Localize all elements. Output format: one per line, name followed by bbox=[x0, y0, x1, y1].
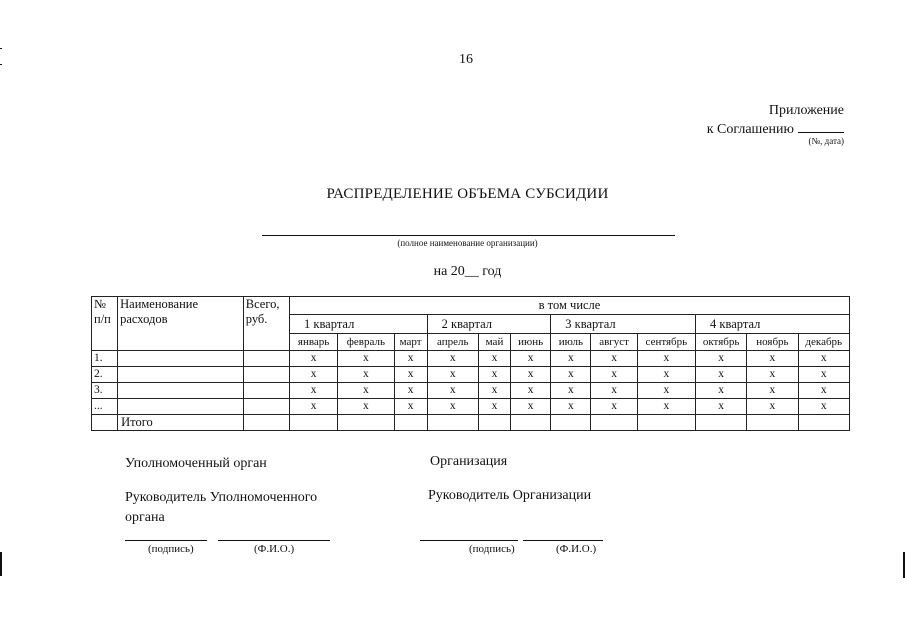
month-value-cell: x bbox=[798, 351, 849, 367]
month-value-cell: x bbox=[696, 399, 747, 415]
right-signature-caption: (подпись) bbox=[469, 543, 515, 555]
total-cell bbox=[243, 399, 289, 415]
agreement-caption: (№, дата) bbox=[808, 136, 844, 146]
quarter-1-header: 1 квартал bbox=[290, 315, 428, 334]
month-header: июль bbox=[551, 334, 591, 351]
col-number-header: № п/п bbox=[92, 297, 118, 351]
month-value-cell: x bbox=[478, 367, 510, 383]
month-value-cell: x bbox=[696, 351, 747, 367]
table-row bbox=[92, 383, 850, 399]
month-value-cell: x bbox=[290, 367, 338, 383]
month-value-cell: x bbox=[637, 367, 695, 383]
table-row bbox=[92, 367, 850, 383]
agreement-label: к Соглашению bbox=[706, 122, 794, 137]
document-title: РАСПРЕДЕЛЕНИЕ ОБЪЕМА СУБСИДИИ bbox=[326, 186, 609, 202]
month-value-cell bbox=[637, 415, 695, 431]
row-number-cell: ... bbox=[92, 399, 118, 415]
month-value-cell: x bbox=[290, 383, 338, 399]
total-cell bbox=[243, 367, 289, 383]
organization-caption: (полное наименование организации) bbox=[397, 238, 538, 248]
month-value-cell bbox=[798, 415, 849, 431]
month-value-cell bbox=[551, 415, 591, 431]
month-value-cell: x bbox=[747, 383, 798, 399]
month-value-cell: x bbox=[511, 383, 551, 399]
month-header: май bbox=[478, 334, 510, 351]
month-value-cell: x bbox=[290, 351, 338, 367]
month-value-cell: x bbox=[511, 367, 551, 383]
month-value-cell: x bbox=[478, 383, 510, 399]
month-value-cell bbox=[478, 415, 510, 431]
total-row bbox=[92, 415, 850, 431]
expense-name-cell bbox=[118, 351, 244, 367]
scan-margin-mark bbox=[0, 48, 2, 49]
quarter-4-header: 4 квартал bbox=[696, 315, 850, 334]
month-value-cell: x bbox=[591, 367, 637, 383]
month-header: март bbox=[394, 334, 427, 351]
month-value-cell: x bbox=[511, 351, 551, 367]
month-value-cell bbox=[290, 415, 338, 431]
month-value-cell: x bbox=[427, 351, 478, 367]
month-value-cell: x bbox=[747, 399, 798, 415]
row-number-cell: 3. bbox=[92, 383, 118, 399]
month-value-cell: x bbox=[591, 383, 637, 399]
month-value-cell: x bbox=[427, 399, 478, 415]
month-header: январь bbox=[290, 334, 338, 351]
month-value-cell: x bbox=[696, 383, 747, 399]
row-number-cell: 1. bbox=[92, 351, 118, 367]
month-value-cell: x bbox=[478, 351, 510, 367]
authorized-body-head-label: Руководитель Уполномоченного bbox=[125, 490, 318, 505]
month-value-cell: x bbox=[637, 399, 695, 415]
month-value-cell bbox=[747, 415, 798, 431]
month-value-cell: x bbox=[747, 351, 798, 367]
organization-label: Организация bbox=[430, 454, 508, 469]
right-name-caption: (Ф.И.О.) bbox=[556, 543, 597, 555]
month-header: апрель bbox=[427, 334, 478, 351]
month-value-cell: x bbox=[637, 383, 695, 399]
left-signature-caption: (подпись) bbox=[148, 543, 194, 555]
appendix-label: Приложение bbox=[768, 103, 844, 118]
left-signature-line bbox=[125, 540, 207, 541]
total-cell bbox=[243, 383, 289, 399]
month-value-cell: x bbox=[551, 367, 591, 383]
month-value-cell: x bbox=[394, 399, 427, 415]
right-name-line bbox=[523, 540, 603, 541]
month-value-cell bbox=[591, 415, 637, 431]
total-cell bbox=[243, 415, 289, 431]
month-value-cell: x bbox=[290, 399, 338, 415]
month-header: август bbox=[591, 334, 637, 351]
month-value-cell: x bbox=[338, 351, 394, 367]
month-value-cell: x bbox=[394, 351, 427, 367]
total-label-cell: Итого bbox=[118, 415, 244, 431]
quarter-2-header: 2 квартал bbox=[427, 315, 551, 334]
month-value-cell: x bbox=[637, 351, 695, 367]
month-value-cell: x bbox=[551, 351, 591, 367]
month-value-cell bbox=[696, 415, 747, 431]
expense-name-cell bbox=[118, 383, 244, 399]
month-header: февраль bbox=[338, 334, 394, 351]
table-row bbox=[92, 399, 850, 415]
month-header: ноябрь bbox=[747, 334, 798, 351]
header-row bbox=[92, 297, 850, 315]
month-header: июнь bbox=[511, 334, 551, 351]
right-signature-line bbox=[420, 540, 518, 541]
month-value-cell: x bbox=[747, 367, 798, 383]
month-value-cell bbox=[394, 415, 427, 431]
year-label: на 20__ год bbox=[433, 264, 502, 279]
left-name-line bbox=[218, 540, 330, 541]
month-value-cell bbox=[511, 415, 551, 431]
row-number-cell bbox=[92, 415, 118, 431]
month-value-cell: x bbox=[338, 383, 394, 399]
month-value-cell: x bbox=[591, 399, 637, 415]
organization-name-line bbox=[262, 235, 675, 236]
month-header: сентябрь bbox=[637, 334, 695, 351]
page-number: 16 bbox=[459, 52, 473, 67]
table-row bbox=[92, 351, 850, 367]
total-cell bbox=[243, 351, 289, 367]
scan-margin-mark bbox=[0, 552, 2, 576]
month-value-cell: x bbox=[798, 383, 849, 399]
quarter-3-header: 3 квартал bbox=[551, 315, 696, 334]
month-header: декабрь bbox=[798, 334, 849, 351]
month-value-cell: x bbox=[427, 367, 478, 383]
month-value-cell: x bbox=[591, 351, 637, 367]
scan-margin-mark bbox=[0, 64, 2, 65]
month-value-cell: x bbox=[394, 383, 427, 399]
month-value-cell: x bbox=[394, 367, 427, 383]
col-expense-name-header: Наименование расходов bbox=[118, 297, 244, 351]
month-value-cell: x bbox=[696, 367, 747, 383]
month-value-cell: x bbox=[798, 399, 849, 415]
left-name-caption: (Ф.И.О.) bbox=[254, 543, 295, 555]
month-header: октябрь bbox=[696, 334, 747, 351]
month-value-cell: x bbox=[551, 383, 591, 399]
month-value-cell: x bbox=[427, 383, 478, 399]
month-value-cell bbox=[338, 415, 394, 431]
agreement-number-line bbox=[798, 120, 844, 133]
subsidy-distribution-table bbox=[91, 296, 850, 431]
month-value-cell: x bbox=[551, 399, 591, 415]
month-value-cell: x bbox=[478, 399, 510, 415]
row-number-cell: 2. bbox=[92, 367, 118, 383]
expense-name-cell bbox=[118, 367, 244, 383]
month-value-cell: x bbox=[338, 399, 394, 415]
including-header: в том числе bbox=[290, 297, 850, 315]
month-value-cell: x bbox=[798, 367, 849, 383]
appendix-block bbox=[707, 101, 844, 139]
authorized-body-label: Уполномоченный орган bbox=[125, 456, 267, 471]
expense-name-cell bbox=[118, 399, 244, 415]
month-value-cell: x bbox=[338, 367, 394, 383]
col-total-header: Всего, руб. bbox=[243, 297, 289, 351]
authorized-body-head-label-cont: органа bbox=[125, 510, 165, 525]
organization-head-label: Руководитель Организации bbox=[428, 488, 592, 503]
month-value-cell bbox=[427, 415, 478, 431]
month-value-cell: x bbox=[511, 399, 551, 415]
